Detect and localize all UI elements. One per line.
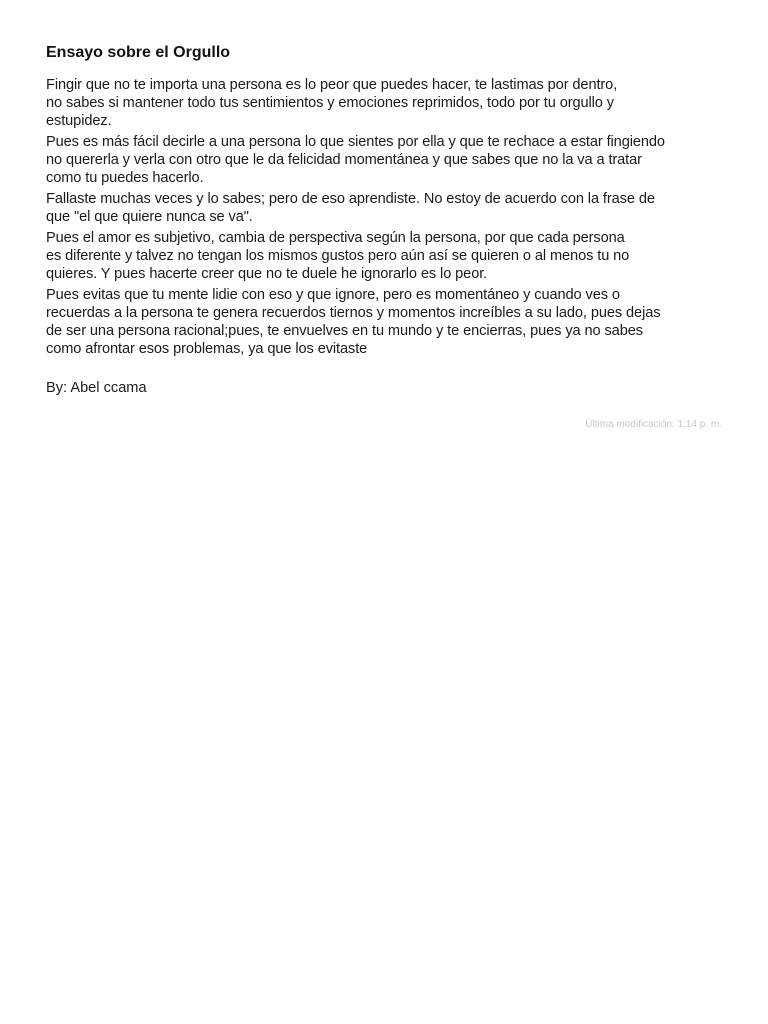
paragraph-line: es diferente y talvez no tengan los mismos gustos pero aún así se quieren o al menos tu no [46, 248, 630, 264]
paragraph-line: como afrontar esos problemas, ya que los evitaste [46, 341, 368, 357]
last-modified-label: Última modificación: 1:14 p. m. [585, 419, 722, 430]
paragraph-line: de ser una persona racional;pues, te envuelves en tu mundo y te encierras, pues ya no sabes [46, 323, 643, 339]
paragraph-4 [46, 229, 726, 283]
author-signature: By: Abel ccama [46, 380, 147, 396]
paragraph-line: no sabes si mantener todo tus sentimientos y emociones reprimidos, todo por tu orgullo y [46, 95, 614, 111]
document-title: Ensayo sobre el Orgullo [46, 44, 231, 61]
paragraph-line: no quererla y verla con otro que le da felicidad momentánea y que sabes que no la va a tratar [46, 152, 642, 168]
paragraph-line: quieres. Y pues hacerte creer que no te duele he ignorarlo es lo peor. [46, 266, 488, 282]
document [46, 42, 726, 397]
paragraph-2 [46, 133, 726, 187]
paragraph-line: Pues evitas que tu mente lidie con eso y que ignore, pero es momentáneo y cuando ves o [46, 287, 620, 303]
paragraph-line: Pues es más fácil decirle a una persona lo que sientes por ella y que te rechace a estar fingiendo [46, 134, 665, 150]
paragraph-line: Fallaste muchas veces y lo sabes; pero de eso aprendiste. No estoy de acuerdo con la frase de [46, 191, 655, 207]
paragraph-1 [46, 76, 726, 130]
paragraph-5 [46, 286, 726, 358]
paragraph-line: Pues el amor es subjetivo, cambia de perspectiva según la persona, por que cada persona [46, 230, 625, 246]
paragraph-line: recuerdas a la persona te genera recuerdos tiernos y momentos increíbles a su lado, pues dejas [46, 305, 661, 321]
paragraph-line: estupidez. [46, 113, 112, 129]
paragraph-line: Fingir que no te importa una persona es lo peor que puedes hacer, te lastimas por dentro, [46, 77, 618, 93]
paragraph-3 [46, 190, 726, 226]
paragraph-line: que "el que quiere nunca se va". [46, 209, 253, 225]
paragraph-line: como tu puedes hacerlo. [46, 170, 204, 186]
document-body [46, 76, 726, 358]
